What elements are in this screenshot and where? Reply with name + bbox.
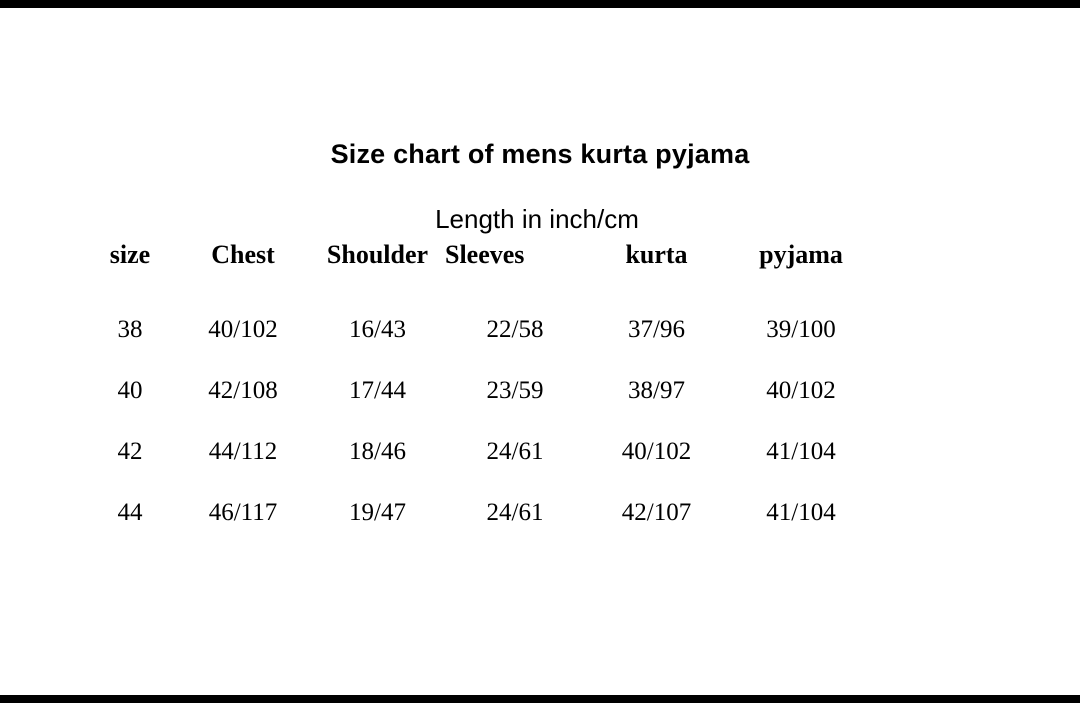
size-chart-card <box>0 8 1080 695</box>
table-row <box>84 300 874 361</box>
cell-pyjama: 41/104 <box>766 499 836 526</box>
column-header-shoulder: Shoulder <box>326 240 429 269</box>
cell-shoulder: 19/47 <box>349 499 406 526</box>
cell-shoulder: 16/43 <box>349 316 406 343</box>
cell-sleeves: 24/61 <box>486 499 544 526</box>
cell-size: 42 <box>117 438 143 465</box>
cell-kurta: 42/107 <box>621 499 692 526</box>
column-header-sleeves: Sleeves <box>445 240 525 269</box>
cell-pyjama: 40/102 <box>766 377 836 404</box>
cell-size: 44 <box>117 499 143 526</box>
cell-kurta: 40/102 <box>621 438 692 465</box>
cell-kurta: 38/97 <box>628 377 685 404</box>
cell-chest: 46/117 <box>208 499 278 526</box>
table-row <box>84 483 874 544</box>
cell-shoulder: 17/44 <box>349 377 406 404</box>
column-header-pyjama: pyjama <box>759 240 843 269</box>
cell-chest: 40/102 <box>208 316 278 343</box>
cell-pyjama: 41/104 <box>766 438 836 465</box>
chart-subtitle: Length in inch/cm <box>435 204 639 234</box>
table-header-row <box>84 240 874 300</box>
size-chart-table <box>84 240 874 544</box>
column-header-kurta: kurta <box>625 240 688 269</box>
table-row <box>84 422 874 483</box>
cell-sleeves: 24/61 <box>486 438 544 465</box>
cell-size: 40 <box>117 377 143 404</box>
page-title: Size chart of mens kurta pyjama <box>330 139 750 169</box>
cell-pyjama: 39/100 <box>766 316 836 343</box>
column-header-chest: Chest <box>211 240 275 269</box>
cell-chest: 44/112 <box>208 438 278 465</box>
cell-sleeves: 22/58 <box>486 316 544 343</box>
column-header-size: size <box>109 240 151 269</box>
cell-sleeves: 23/59 <box>486 377 544 404</box>
cell-size: 38 <box>117 316 143 343</box>
cell-chest: 42/108 <box>208 377 278 404</box>
cell-kurta: 37/96 <box>628 316 685 343</box>
cell-shoulder: 18/46 <box>349 438 406 465</box>
table-row <box>84 361 874 422</box>
